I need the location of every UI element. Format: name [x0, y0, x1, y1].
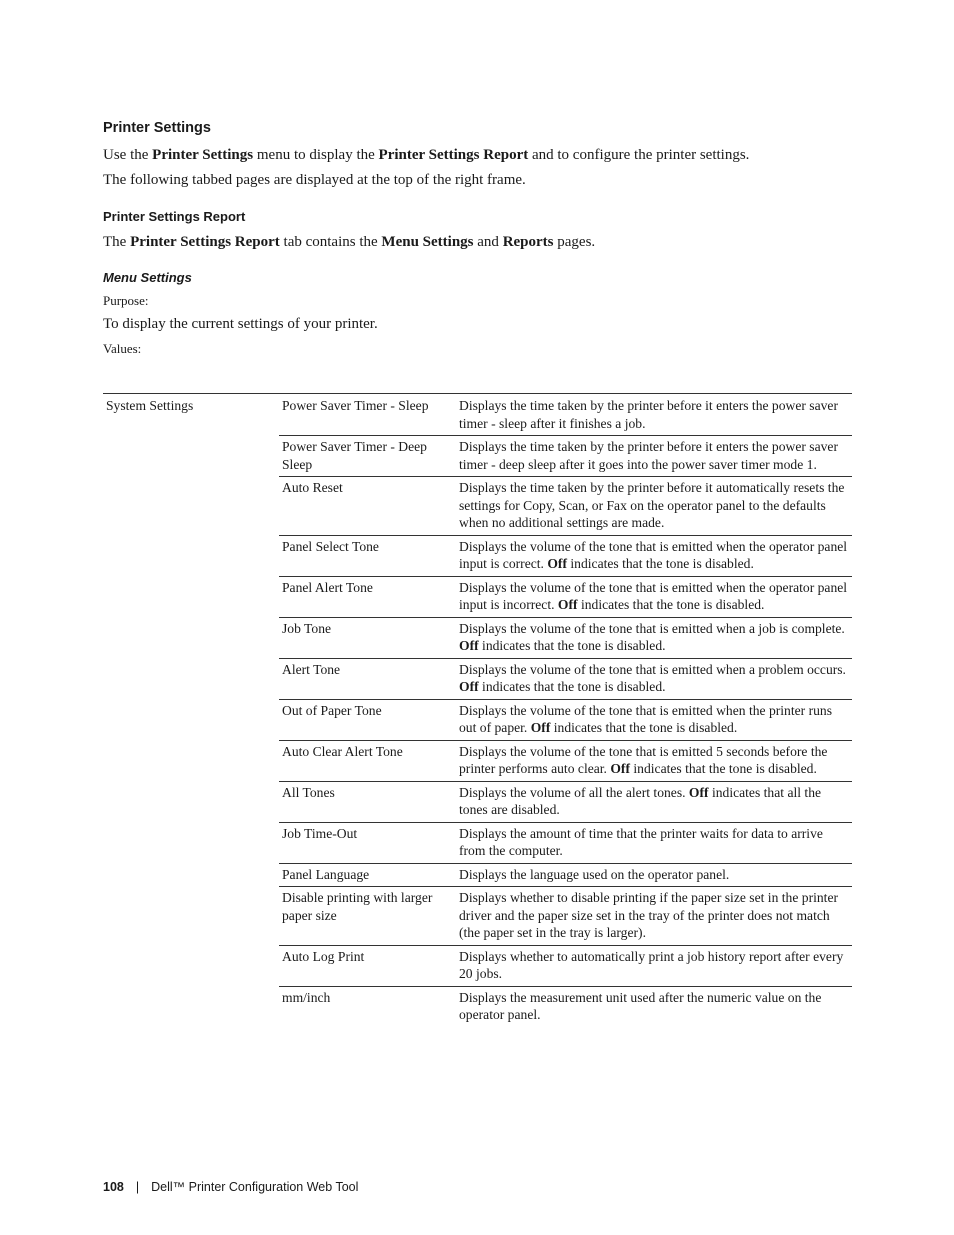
setting-description — [456, 699, 852, 740]
setting-description: Displays the time taken by the printer before it automatically resets the settings for Copy, Scan, or Fax on the operator panel to the defaults when no additional settings are made. — [456, 477, 852, 536]
description-text: indicates that the tone is disabled. — [478, 679, 666, 694]
report-intro-paragraph: The Printer Settings Report tab contains the Menu Settings and Reports pages. — [103, 234, 596, 250]
settings-table-body — [103, 394, 852, 1030]
page-number: 108 — [103, 1180, 124, 1194]
setting-name: All Tones — [279, 781, 456, 822]
off-keyword: Off — [459, 679, 479, 694]
values-label: Values: — [103, 341, 142, 356]
description-text: indicates that the tone is disabled. — [577, 597, 765, 612]
setting-name: Power Saver Timer - Deep Sleep — [279, 436, 456, 477]
setting-description: Displays the amount of time that the printer waits for data to arrive from the computer. — [456, 822, 852, 863]
setting-name: Alert Tone — [279, 658, 456, 699]
description-text: Displays the volume of the tone that is emitted when the operator panel input is correct. — [459, 538, 848, 571]
setting-name: Out of Paper Tone — [279, 699, 456, 740]
description-text: Displays the volume of the tone that is emitted when a problem occurs. — [459, 661, 846, 677]
intro-paragraph: Use the Printer Settings menu to display the Printer Settings Report and to configure the printer settings. — [103, 147, 750, 163]
description-text: Displays the volume of all the alert tones. — [459, 784, 689, 800]
setting-description — [456, 617, 852, 658]
purpose-label: Purpose: — [103, 293, 149, 308]
setting-name: Panel Select Tone — [279, 535, 456, 576]
setting-name: Auto Reset — [279, 477, 456, 536]
purpose-text: To display the current settings of your printer. — [103, 316, 378, 332]
off-keyword: Off — [530, 720, 551, 735]
setting-description — [456, 535, 852, 576]
setting-description: Displays the language used on the operator panel. — [456, 863, 852, 887]
setting-name: mm/inch — [279, 986, 456, 1030]
setting-description — [456, 576, 852, 617]
setting-description — [456, 658, 852, 699]
description-text: indicates that the tone is disabled. — [550, 720, 738, 735]
off-keyword: Off — [557, 597, 578, 612]
setting-description — [456, 740, 852, 781]
description-text: indicates that the tone is disabled. — [478, 638, 666, 653]
off-keyword: Off — [459, 638, 479, 653]
setting-name: Power Saver Timer - Sleep — [279, 394, 456, 436]
group-cell: System Settings — [103, 394, 279, 1030]
description-text: Displays the volume of the tone that is emitted when the operator panel input is incorrect. — [459, 579, 848, 612]
page-footer — [103, 1180, 358, 1194]
description-text: Displays the volume of the tone that is emitted when a job is complete. — [459, 620, 845, 636]
setting-name: Panel Language — [279, 863, 456, 887]
setting-description: Displays whether to disable printing if the paper size set in the printer driver and the paper size set in the tray of the printer does not match (the paper set in the tray is larger). — [456, 887, 852, 946]
off-keyword: Off — [610, 761, 630, 776]
subsection-title: Printer Settings Report — [103, 209, 246, 224]
setting-name: Disable printing with larger paper size — [279, 887, 456, 946]
setting-name: Panel Alert Tone — [279, 576, 456, 617]
description-text: indicates that all the tones are disabled. — [459, 784, 822, 817]
description-text: Displays the volume of the tone that is emitted when the printer runs out of paper. — [459, 702, 832, 735]
setting-description: Displays whether to automatically print a job history report after every 20 jobs. — [456, 945, 852, 986]
setting-description: Displays the time taken by the printer before it enters the power saver timer - sleep after it finishes a job. — [456, 394, 852, 436]
table-row — [103, 394, 852, 436]
footer-title: Dell™ Printer Configuration Web Tool — [151, 1180, 359, 1194]
off-keyword: Off — [547, 556, 567, 571]
setting-description: Displays the measurement unit used after the numeric value on the operator panel. — [456, 986, 852, 1030]
setting-name: Job Tone — [279, 617, 456, 658]
description-text: Displays the volume of the tone that is emitted 5 seconds before the printer performs auto clear. — [459, 743, 828, 776]
setting-description — [456, 781, 852, 822]
setting-description: Displays the time taken by the printer before it enters the power saver timer - deep sleep after it goes into the power saver timer mode 1. — [456, 436, 852, 477]
off-keyword: Off — [688, 784, 709, 800]
setting-name: Job Time-Out — [279, 822, 456, 863]
intro-paragraph-2: The following tabbed pages are displayed at the top of the right frame. — [103, 172, 526, 188]
description-text: indicates that the tone is disabled. — [566, 556, 754, 571]
footer-separator: | — [135, 1180, 140, 1194]
section-title: Printer Settings — [103, 120, 211, 136]
setting-name: Auto Log Print — [279, 945, 456, 986]
settings-table — [103, 393, 852, 1030]
setting-name: Auto Clear Alert Tone — [279, 740, 456, 781]
description-text: indicates that the tone is disabled. — [630, 761, 817, 776]
menu-settings-title: Menu Settings — [103, 270, 192, 285]
